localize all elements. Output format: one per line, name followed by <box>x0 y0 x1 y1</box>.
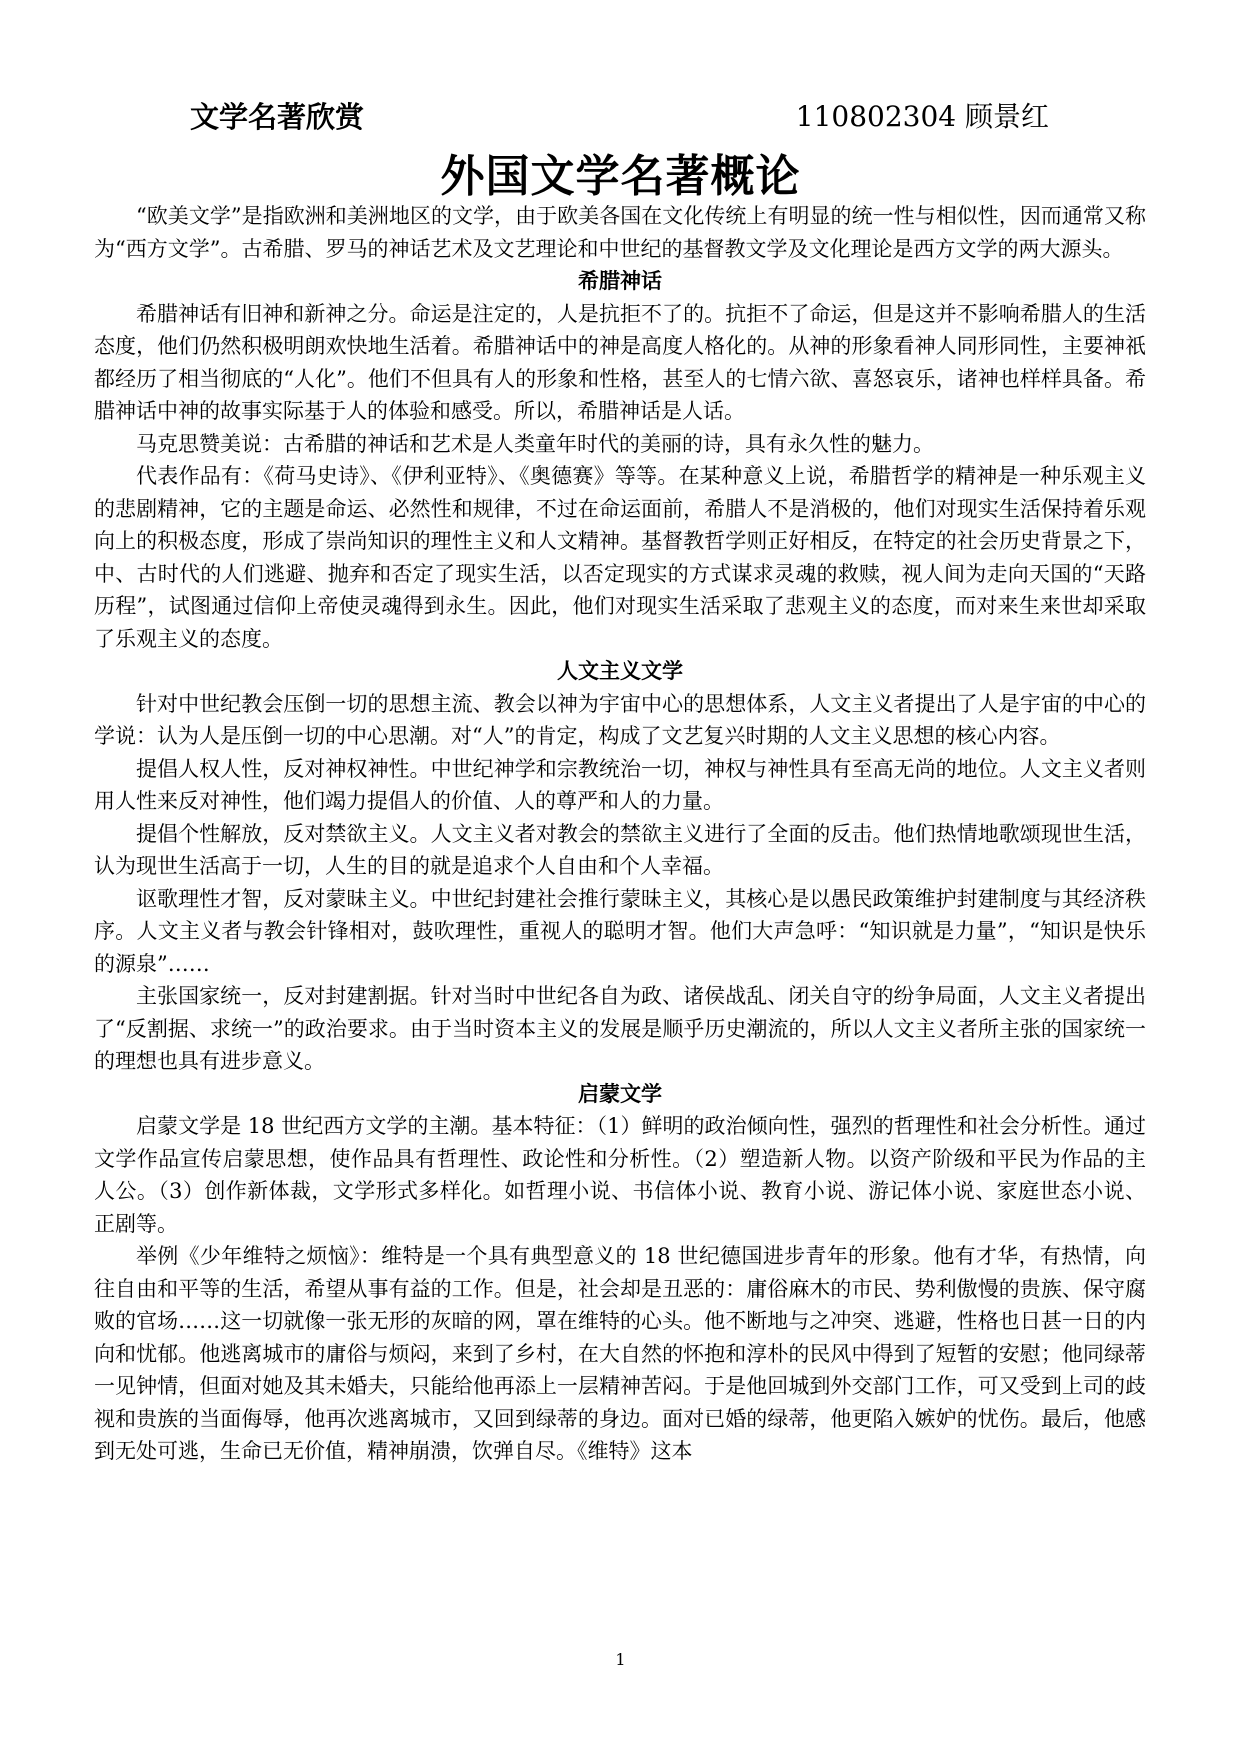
page-header <box>0 95 1241 139</box>
section-heading-humanism: 人文主义文学 <box>557 659 683 683</box>
document-body <box>94 200 1146 1468</box>
course-name: 文学名著欣赏 <box>190 100 365 134</box>
document-title: 外国文学名著概论 <box>440 151 801 202</box>
intro-paragraph: “欧美文学”是指欧洲和美洲地区的文学，由于欧美各国在文化传统上有明显的统一性与相似性，因而通常又称为“西方文学”。古希腊、罗马的神话艺术及文艺理论和中世纪的基督教文学及文化理论是西方文学的两大源头。 <box>94 204 1146 261</box>
paragraph: 提倡人权人性，反对神权神性。中世纪神学和宗教统治一切，神权与神性具有至高无尚的地位。人文主义者则用人性来反对神性，他们竭力提倡人的价值、人的尊严和人的力量。 <box>94 756 1146 813</box>
paragraph: 提倡个性解放，反对禁欲主义。人文主义者对教会的禁欲主义进行了全面的反击。他们热情地歌颂现世生活，认为现世生活高于一切，人生的目的就是追求个人自由和个人幸福。 <box>94 821 1146 878</box>
student-id-name: 110802304 顾景红 <box>795 100 1049 133</box>
paragraph: 启蒙文学是 18 世纪西方文学的主潮。基本特征：（1）鲜明的政治倾向性，强烈的哲理性和社会分析性。通过文学作品宣传启蒙思想，使作品具有哲理性、政论性和分析性。（2）塑造新人物。以资产阶级和平民为作品的主人公。（3）创作新体裁，文学形式多样化。如哲理小说、书信体小说、教育小说、游记体小说、家庭世态小说、正剧等。 <box>94 1114 1146 1236</box>
section-heading-enlightenment: 启蒙文学 <box>578 1081 662 1106</box>
section-heading-greek-mythology: 希腊神话 <box>578 269 662 293</box>
paragraph: 马克思赞美说：古希腊的神话和艺术是人类童年时代的美丽的诗，具有永久性的魅力。 <box>136 431 934 456</box>
page-number: 1 <box>615 1650 626 1669</box>
paragraph: 主张国家统一，反对封建割据。针对当时中世纪各自为政、诸侯战乱、闭关自守的纷争局面，人文主义者提出了“反割据、求统一”的政治要求。由于当时资本主义的发展是顺乎历史潮流的，所以人文主义者所主张的国家统一的理想也具有进步意义。 <box>94 984 1146 1073</box>
paragraph: 希腊神话有旧神和新神之分。命运是注定的，人是抗拒不了的。抗拒不了命运，但是这并不影响希腊人的生活态度，他们仍然积极明朗欢快地生活着。希腊神话中的神是高度人格化的。从神的形象看神人同形同性，主要神祇都经历了相当彻底的“人化”。他们不但具有人的形象和性格，甚至人的七情六欲、喜怒哀乐，诸神也样样具备。希腊神话中神的故事实际基于人的体验和感受。所以，希腊神话是人话。 <box>94 301 1146 423</box>
paragraph: 代表作品有：《荷马史诗》、《伊利亚特》、《奥德赛》等等。在某种意义上说，希腊哲学的精神是一种乐观主义的悲剧精神，它的主题是命运、必然性和规律，不过在命运面前，希腊人不是消极的，他们对现实生活保持着乐观向上的积极态度，形成了崇尚知识的理性主义和人文精神。基督教哲学则正好相反，在特定的社会历史背景之下，中、古时代的人们逃避、抛弃和否定了现实生活，以否定现实的方式谋求灵魂的救赎，视人间为走向天国的“天路历程”，试图通过信仰上帝使灵魂得到永生。因此，他们对现实生活采取了悲观主义的态度，而对来生来世却采取了乐观主义的态度。 <box>94 464 1146 651</box>
paragraph: 讴歌理性才智，反对蒙昧主义。中世纪封建社会推行蒙昧主义，其核心是以愚民政策维护封建制度与其经济秩序。人文主义者与教会针锋相对，鼓吹理性，重视人的聪明才智。他们大声急呼：“知识就是力量”，“知识是快乐的源泉”…… <box>94 886 1146 976</box>
paragraph: 举例《少年维特之烦恼》：维特是一个具有典型意义的 18 世纪德国进步青年的形象。他有才华，有热情，向往自由和平等的生活，希望从事有益的工作。但是，社会却是丑恶的：庸俗麻木的市民、势利傲慢的贵族、保守腐败的官场……这一切就像一张无形的灰暗的网，罩在维特的心头。他不断地与之冲突、逃避，性格也日甚一日的内向和忧郁。他逃离城市的庸俗与烦闷，来到了乡村，在大自然的怀抱和淳朴的民风中得到了短暂的安慰；他同绿蒂一见钟情，但面对她及其未婚夫，只能给他再添上一层精神苦闷。于是他回城到外交部门工作，可又受到上司的歧视和贵族的当面侮辱，他再次逃离城市，又回到绿蒂的身边。面对已婚的绿蒂，他更陷入嫉妒的忧伤。最后，他感到无处可逃，生命已无价值，精神崩溃，饮弹自尽。《维特》这本 <box>94 1244 1146 1463</box>
paragraph: 针对中世纪教会压倒一切的思想主流、教会以神为宇宙中心的思想体系，人文主义者提出了人是宇宙的中心的学说：认为人是压倒一切的中心思潮。对“人”的肯定，构成了文艺复兴时期的人文主义思想的核心内容。 <box>94 691 1146 748</box>
